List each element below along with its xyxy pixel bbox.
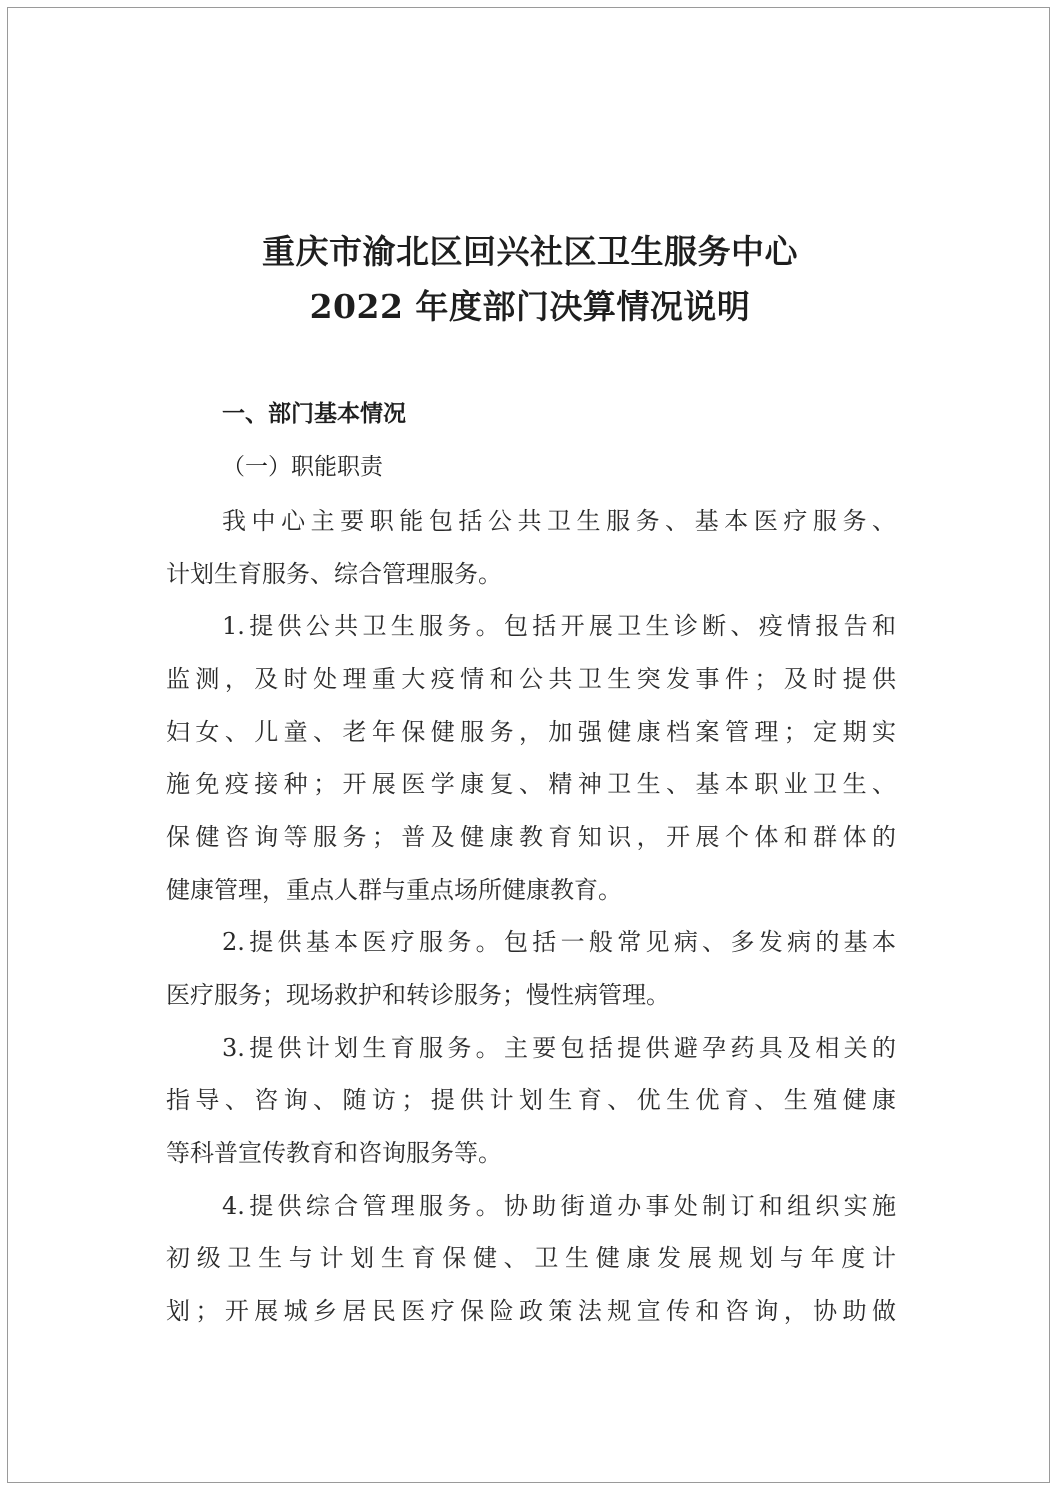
subsection-heading: （一）职能职责 <box>222 454 383 480</box>
body-line: 2.提供基本医疗服务。包括一般常见病、多发病的基本 <box>222 928 896 956</box>
body-line: 我中心主要职能包括公共卫生服务、基本医疗服务、 <box>222 507 896 535</box>
body-line: 等科普宣传教育和咨询服务等。 <box>166 1139 502 1167</box>
document-title-line-2: 2022 年度部门决算情况说明 <box>309 287 751 326</box>
body-line: 初级卫生与计划生育保健、卫生健康发展规划与年度计 <box>166 1244 896 1272</box>
body-line: 划；开展城乡居民医疗保险政策法规宣传和咨询，协助做 <box>166 1297 896 1325</box>
body-line: 3.提供计划生育服务。主要包括提供避孕药具及相关的 <box>222 1034 896 1062</box>
body-line: 妇女、儿童、老年保健服务，加强健康档案管理；定期实 <box>166 718 896 746</box>
body-line: 监测，及时处理重大疫情和公共卫生突发事件；及时提供 <box>166 665 896 693</box>
body-line: 保健咨询等服务；普及健康教育知识，开展个体和群体的 <box>166 823 896 851</box>
body-line: 医疗服务；现场救护和转诊服务；慢性病管理。 <box>166 981 670 1009</box>
body-line: 1.提供公共卫生服务。包括开展卫生诊断、疫情报告和 <box>222 612 896 640</box>
body-line: 指导、咨询、随访；提供计划生育、优生优育、生殖健康 <box>166 1086 896 1114</box>
section-heading: 一、部门基本情况 <box>222 401 406 427</box>
body-line: 施免疫接种；开展医学康复、精神卫生、基本职业卫生、 <box>166 770 896 798</box>
document-title-line-1: 重庆市渝北区回兴社区卫生服务中心 <box>262 232 798 271</box>
body-line: 计划生育服务、综合管理服务。 <box>166 560 502 588</box>
body-line: 4.提供综合管理服务。协助街道办事处制订和组织实施 <box>222 1192 896 1220</box>
body-line: 健康管理，重点人群与重点场所健康教育。 <box>166 876 622 904</box>
